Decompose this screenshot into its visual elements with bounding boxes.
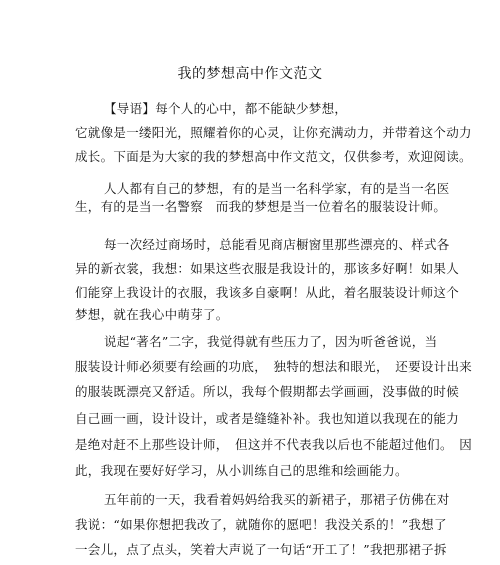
- text-line: 们能穿上我设计的衣服，我该多自豪啊！从此，着名服装设计师这个: [75, 285, 460, 300]
- text-line: 梦想，就在我心中萌芽了。: [75, 307, 229, 322]
- text-line: 每一次经过商场时，总能看见商店橱窗里那些漂亮的、样式各: [104, 237, 450, 252]
- text-line: 五年前的一天，我看着妈妈给我买的新裙子，那裙子仿佛在对: [104, 492, 450, 507]
- text-line: 是绝对赶不上那些设计师， 但这并不代表我以后也不能超过他们。 因: [75, 437, 473, 452]
- text-line: 成长。下面是为大家的我的梦想高中作文范文，仅供参考，欢迎阅读。: [75, 149, 472, 164]
- text-line: 生，有的是当一名警察 而我的梦想是当一位着名的服装设计师。: [75, 199, 447, 214]
- text-line: 自己画一画，设计设计，或者是缝缝补补。我也知道以我现在的能力: [75, 411, 460, 426]
- text-line: 人人都有自己的梦想，有的是当一名科学家，有的是当一名医: [104, 181, 450, 196]
- text-line: 的服装既漂亮又舒适。所以，我每个假期都去学画画，没事做的时候: [75, 384, 460, 399]
- document-title: 我的梦想高中作文范文: [177, 66, 323, 82]
- text-line: 异的新衣裳，我想：如果这些衣服是我设计的，那该多好啊！如果人: [75, 261, 460, 276]
- text-line: 它就像是一缕阳光，照耀着你的心灵，让你充满动力，并带着这个动力: [75, 125, 472, 140]
- text-line: 此，我现在要好好学习，从小训练自己的思维和绘画能力。: [75, 463, 408, 478]
- text-line: 服装设计师必须要有绘画的功底， 独特的想法和眼光， 还要设计出来: [75, 359, 473, 374]
- text-line: 我说：“如果你想把我改了，就随你的愿吧！我没关系的！”我想了: [75, 517, 447, 532]
- text-line: 一会儿，点了点头，笑着大声说了一句话“开工了！”我把那裙子拆: [75, 542, 447, 557]
- text-line: 【导语】每个人的心中，都不能缺少梦想，: [104, 101, 348, 116]
- text-line: 说起“著名”二字，我觉得就有些压力了，因为听爸爸说，当: [104, 334, 438, 349]
